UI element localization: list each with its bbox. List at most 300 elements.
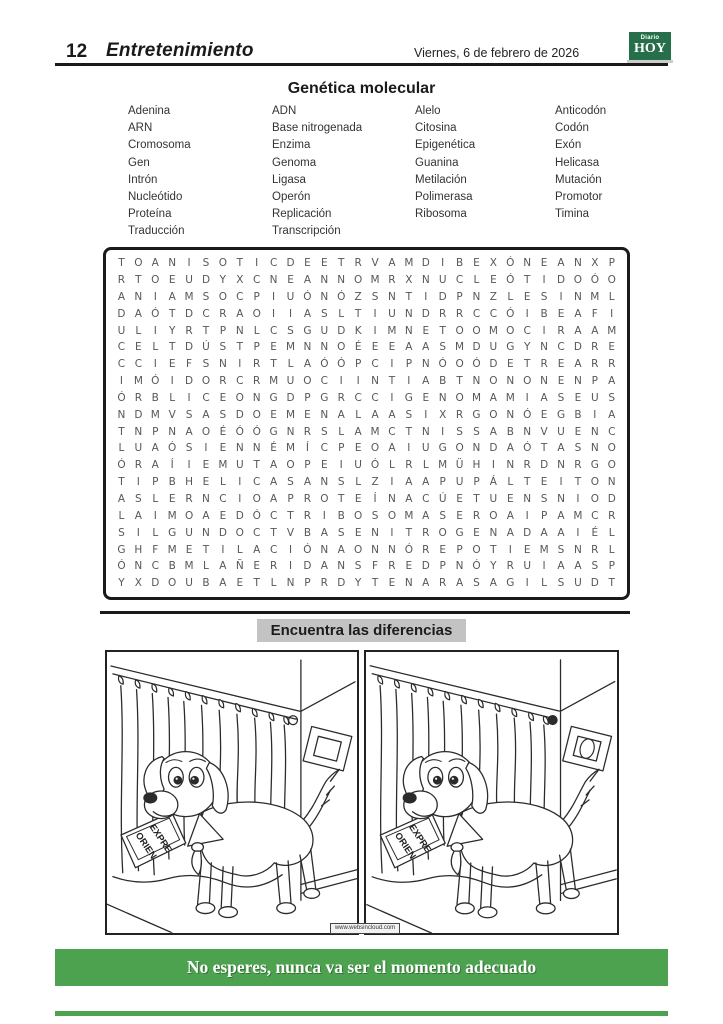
grid-letter: L [355, 476, 362, 489]
grid-letter: E [185, 543, 193, 556]
grid-letter: Ó [370, 459, 380, 472]
grid-letter: M [285, 408, 296, 421]
grid-letter: A [117, 492, 126, 505]
grid-letter: G [303, 324, 312, 337]
grid-letter: L [608, 526, 615, 539]
word-item: Mutación [555, 173, 602, 186]
grid-letter: E [523, 543, 531, 556]
grid-letter: O [184, 509, 194, 522]
grid-letter: K [354, 324, 362, 337]
grid-letter: R [422, 543, 430, 556]
grid-letter: R [388, 560, 396, 573]
grid-letter: C [269, 257, 278, 270]
grid-letter: C [117, 358, 126, 371]
grid-letter: E [354, 492, 362, 505]
grid-letter: O [320, 492, 329, 505]
grid-letter: I [508, 543, 512, 556]
grid-letter: D [201, 274, 211, 287]
section-title: Entretenimiento [106, 40, 254, 61]
grid-letter: A [117, 290, 126, 303]
grid-letter: V [286, 526, 295, 539]
grid-letter: S [287, 476, 294, 489]
grid-letter: C [320, 442, 328, 455]
grid-letter: T [354, 307, 362, 320]
grid-letter: M [269, 375, 279, 388]
grid-letter: S [574, 442, 582, 455]
grid-letter: O [252, 307, 261, 320]
grid-letter: C [253, 476, 261, 489]
grid-row [113, 558, 620, 575]
grid-letter: N [134, 290, 143, 303]
grid-letter: L [338, 307, 345, 320]
grid-letter: Y [168, 324, 176, 337]
grid-letter: E [574, 425, 582, 438]
grid-letter: M [404, 257, 414, 270]
grid-letter: I [119, 375, 123, 388]
grid-letter: A [591, 324, 599, 337]
grid-letter: L [152, 492, 159, 505]
grid-letter: R [185, 324, 193, 337]
grid-letter: S [439, 341, 446, 354]
grid-letter: P [473, 476, 480, 489]
grid-letter: E [506, 358, 514, 371]
grid-letter: P [219, 324, 227, 337]
grid-letter: Í [170, 459, 174, 472]
grid-letter: M [133, 375, 143, 388]
grid-letter: G [168, 526, 177, 539]
grid-letter: P [608, 257, 615, 270]
word-item: Epigenética [415, 139, 476, 152]
grid-letter: S [202, 290, 210, 303]
grid-letter: N [557, 459, 565, 472]
grid-letter: T [574, 476, 582, 489]
grid-letter: R [303, 509, 312, 522]
grid-letter: G [269, 425, 278, 438]
grid-letter: E [574, 391, 582, 404]
grid-letter: N [573, 543, 582, 556]
grid-letter: N [134, 560, 143, 573]
grid-letter: S [320, 425, 328, 438]
grid-letter: Ó [303, 290, 312, 303]
grid-letter: L [118, 509, 125, 522]
word-item: ADN [272, 105, 297, 117]
grid-letter: A [489, 577, 497, 590]
grid-letter: A [608, 408, 616, 421]
grid-letter: L [118, 442, 125, 455]
grid-letter: U [235, 459, 244, 472]
grid-letter: S [118, 526, 125, 539]
grid-letter: A [270, 476, 278, 489]
word-item: Proteína [128, 208, 172, 221]
grid-letter: A [185, 425, 193, 438]
grid-letter: L [507, 476, 514, 489]
grid-letter: E [439, 543, 446, 556]
grid-letter: C [219, 492, 227, 505]
grid-letter: I [339, 459, 343, 472]
grid-letter: R [219, 307, 227, 320]
word-item: Exón [555, 139, 582, 152]
grid-letter: C [253, 274, 261, 287]
grid-letter: Ó [117, 391, 126, 404]
grid-letter: L [608, 543, 615, 556]
grid-letter: I [153, 358, 157, 371]
grid-letter: O [607, 459, 616, 472]
grid-letter: Ó [438, 358, 447, 371]
grid-letter: R [608, 509, 616, 522]
grid-letter: N [438, 391, 447, 404]
grid-letter: N [404, 324, 413, 337]
grid-bottom-rule [100, 611, 630, 614]
grid-letter: D [523, 526, 532, 539]
grid-letter: S [287, 324, 294, 337]
grid-row [113, 289, 620, 306]
grid-letter: T [287, 509, 294, 522]
grid-letter: I [491, 459, 495, 472]
grid-letter: Ó [404, 543, 413, 556]
grid-letter: O [235, 391, 244, 404]
grid-letter: E [270, 408, 277, 421]
grid-letter: O [573, 274, 583, 287]
grid-letter: C [236, 290, 244, 303]
grid-letter: O [168, 577, 177, 590]
word-item: Promotor [555, 190, 603, 203]
grid-letter: T [540, 442, 548, 455]
grid-letter: D [235, 509, 244, 522]
grid-letter: M [150, 408, 160, 421]
grid-letter: U [489, 341, 498, 354]
grid-letter: U [438, 274, 447, 287]
grid-letter: I [559, 476, 563, 489]
word-item: Timina [555, 208, 590, 221]
grid-letter: O [489, 375, 498, 388]
grid-letter: I [339, 375, 343, 388]
grid-letter: U [134, 442, 143, 455]
grid-letter: E [557, 307, 565, 320]
grid-letter: G [506, 341, 515, 354]
grid-letter: Ñ [235, 560, 244, 573]
grid-letter: T [270, 526, 277, 539]
grid-letter: B [506, 425, 514, 438]
grid-letter: E [354, 526, 362, 539]
grid-letter: E [456, 509, 463, 522]
word-item: Traducción [128, 225, 185, 238]
grid-letter: P [304, 577, 311, 590]
grid-letter: A [574, 358, 582, 371]
grid-letter: I [238, 358, 242, 371]
grid-letter: A [405, 476, 413, 489]
grid-letter: D [185, 375, 194, 388]
grid-letter: U [557, 425, 565, 438]
word-item: Ribosoma [415, 208, 467, 221]
grid-letter: I [238, 476, 242, 489]
grid-letter: A [320, 526, 328, 539]
grid-letter: C [422, 492, 430, 505]
grid-letter: P [253, 290, 260, 303]
grid-row [113, 373, 620, 390]
grid-letter: I [187, 257, 191, 270]
grid-letter: O [201, 425, 211, 438]
grid-letter: O [151, 274, 160, 287]
grid-letter: T [523, 274, 531, 287]
grid-letter: O [455, 324, 464, 337]
grid-letter: T [118, 425, 125, 438]
grid-letter: I [204, 442, 208, 455]
grid-row [113, 272, 620, 289]
grid-letter: A [574, 560, 582, 573]
grid-letter: C [371, 391, 379, 404]
grid-letter: C [134, 358, 143, 371]
grid-letter: O [286, 459, 295, 472]
grid-letter: O [354, 274, 363, 287]
grid-row [113, 508, 620, 525]
grid-letter: C [253, 526, 261, 539]
grid-letter: A [574, 307, 582, 320]
grid-letter: G [506, 577, 515, 590]
grid-letter: S [337, 526, 345, 539]
grid-letter: S [439, 509, 446, 522]
grid-letter: Z [489, 290, 497, 303]
grid-letter: M [573, 509, 583, 522]
grid-letter: S [202, 257, 210, 270]
grid-letter: S [405, 408, 413, 421]
grid-letter: R [117, 274, 126, 287]
grid-letter: P [439, 476, 446, 489]
grid-letter: X [439, 408, 447, 421]
grid-letter: O [607, 442, 616, 455]
grid-letter: L [236, 543, 243, 556]
grid-letter: A [506, 526, 514, 539]
grid-letter: E [608, 341, 616, 354]
grid-letter: Ó [506, 274, 515, 287]
word-item: Helicasa [555, 156, 600, 169]
grid-letter: A [303, 307, 312, 320]
grid-letter: N [286, 577, 295, 590]
word-item: Intrón [128, 173, 158, 186]
grid-letter: L [338, 425, 345, 438]
grid-letter: D [337, 577, 346, 590]
grid-letter: Ó [590, 274, 599, 287]
grid-letter: Ó [337, 290, 346, 303]
grid-letter: I [288, 560, 293, 573]
grid-letter: D [185, 307, 194, 320]
grid-letter: R [354, 257, 362, 270]
grid-letter: R [337, 391, 345, 404]
grid-letter: P [304, 459, 311, 472]
grid-letter: N [421, 425, 430, 438]
grid-letter: U [185, 526, 193, 539]
grid-letter: O [134, 257, 143, 270]
grid-letter: C [371, 358, 379, 371]
grid-letter: M [167, 543, 177, 556]
grid-letter: S [337, 476, 345, 489]
grid-letter: G [472, 408, 481, 421]
grid-letter: O [455, 442, 464, 455]
grid-letter: I [322, 509, 326, 522]
grid-letter: N [337, 274, 346, 287]
grid-letter: R [219, 375, 227, 388]
grid-letter: S [185, 442, 193, 455]
grid-letter: O [387, 509, 397, 522]
grid-letter: R [523, 459, 531, 472]
grid-letter: E [422, 324, 430, 337]
grid-letter: Ú [438, 492, 447, 505]
word-item: Gen [128, 156, 150, 169]
grid-letter: S [219, 408, 227, 421]
grid-letter: A [557, 257, 565, 270]
grid-letter: D [540, 459, 549, 472]
grid-letter: T [473, 492, 480, 505]
grid-letter: P [456, 290, 463, 303]
word-column [555, 103, 628, 241]
grid-letter: D [134, 408, 143, 421]
grid-letter: C [388, 425, 396, 438]
grid-letter: A [134, 509, 142, 522]
grid-letter: I [441, 257, 445, 270]
grid-letter: D [185, 341, 194, 354]
grid-letter: I [576, 492, 580, 505]
grid-letter: A [608, 375, 616, 388]
grid-letter: T [253, 459, 260, 472]
word-item: Guanina [415, 156, 459, 169]
grid-row [113, 491, 620, 508]
grid-letter: E [540, 257, 548, 270]
grid-letter: C [557, 341, 565, 354]
grid-letter: N [590, 425, 599, 438]
header-rule [55, 63, 668, 66]
word-item: Transcripción [272, 225, 341, 238]
grid-letter: Ó [506, 257, 515, 270]
grid-letter: T [405, 425, 413, 438]
grid-letter: E [388, 341, 396, 354]
grid-letter: U [354, 459, 362, 472]
grid-letter: T [135, 274, 142, 287]
grid-letter: N [117, 408, 126, 421]
grid-letter: C [117, 341, 126, 354]
grid-letter: T [270, 358, 277, 371]
grid-letter: U [320, 324, 329, 337]
grid-letter: A [320, 560, 328, 573]
grid-letter: I [407, 375, 411, 388]
grid-letter: I [576, 526, 580, 539]
grid-letter: N [421, 274, 430, 287]
grid-letter: O [252, 408, 261, 421]
grid-letter: I [238, 492, 242, 505]
grid-letter: I [542, 274, 546, 287]
grid-letter: N [320, 408, 329, 421]
grid-letter: A [422, 509, 430, 522]
grid-letter: P [405, 358, 413, 371]
grid-letter: S [608, 391, 616, 404]
grid-letter: R [439, 577, 447, 590]
grid-letter: Í [373, 492, 377, 505]
grid-letter: E [219, 509, 227, 522]
grid-letter: P [338, 442, 345, 455]
grid-letter: Í [305, 442, 309, 455]
grid-letter: P [354, 358, 362, 371]
grid-letter: S [473, 425, 480, 438]
grid-letter: Ú [202, 341, 210, 354]
grid-letter: D [303, 560, 312, 573]
grid-letter: N [134, 425, 143, 438]
grid-letter: N [388, 543, 396, 556]
grid-letter: U [185, 274, 193, 287]
grid-letter: M [218, 459, 228, 472]
grid-letter: I [153, 290, 157, 303]
grid-letter: M [184, 560, 194, 573]
grid-letter: E [557, 375, 565, 388]
grid-letter: T [202, 543, 210, 556]
grid-letter: B [337, 509, 345, 522]
grid-letter: Ó [303, 543, 312, 556]
word-item: Nucleótido [128, 190, 183, 203]
grid-letter: Ó [151, 307, 160, 320]
grid-letter: L [270, 577, 277, 590]
grid-letter: I [221, 543, 225, 556]
grid-letter: M [438, 459, 448, 472]
grid-letter: A [506, 442, 514, 455]
grid-letter: R [591, 358, 599, 371]
grid-letter: A [151, 257, 159, 270]
grid-letter: I [424, 408, 428, 421]
grid-letter: R [591, 543, 599, 556]
grid-letter: N [573, 290, 582, 303]
grid-letter: G [117, 543, 126, 556]
grid-row [113, 339, 620, 356]
grid-letter: G [556, 408, 566, 421]
grid-letter: O [218, 257, 228, 270]
grid-row [113, 407, 620, 424]
bottom-strip [55, 1011, 668, 1016]
grid-letter: Ó [472, 560, 481, 573]
grid-letter: I [272, 290, 276, 303]
grid-letter: B [168, 476, 176, 489]
grid-letter: U [489, 492, 498, 505]
grid-row [113, 423, 620, 440]
grid-letter: A [270, 459, 278, 472]
grid-letter: O [354, 543, 363, 556]
grid-letter: C [608, 425, 616, 438]
grid-letter: B [439, 375, 447, 388]
grid-letter: M [370, 274, 380, 287]
word-item: Operón [272, 190, 311, 203]
differences-heading: Encuentra las diferencias [257, 619, 467, 642]
grid-letter: P [439, 560, 446, 573]
grid-letter: D [607, 492, 616, 505]
grid-letter: I [424, 290, 428, 303]
grid-letter: D [489, 358, 498, 371]
grid-letter: Ó [523, 408, 532, 421]
grid-letter: N [303, 341, 312, 354]
grid-letter: I [525, 307, 529, 320]
grid-letter: T [405, 526, 413, 539]
grid-letter: D [489, 442, 498, 455]
grid-letter: X [236, 274, 244, 287]
grid-letter: E [236, 577, 244, 590]
grid-letter: S [591, 560, 599, 573]
grid-letter: A [557, 442, 565, 455]
grid-letter: Ó [337, 358, 346, 371]
grid-letter: O [201, 375, 211, 388]
grid-letter: D [421, 560, 430, 573]
grid-letter: I [187, 459, 191, 472]
grid-letter: A [219, 560, 227, 573]
grid-letter: O [235, 526, 244, 539]
grid-letter: Ü [455, 459, 464, 472]
grid-letter: I [390, 526, 394, 539]
word-item: Genoma [272, 156, 317, 169]
grid-letter: I [136, 526, 140, 539]
grid-letter: C [236, 375, 244, 388]
